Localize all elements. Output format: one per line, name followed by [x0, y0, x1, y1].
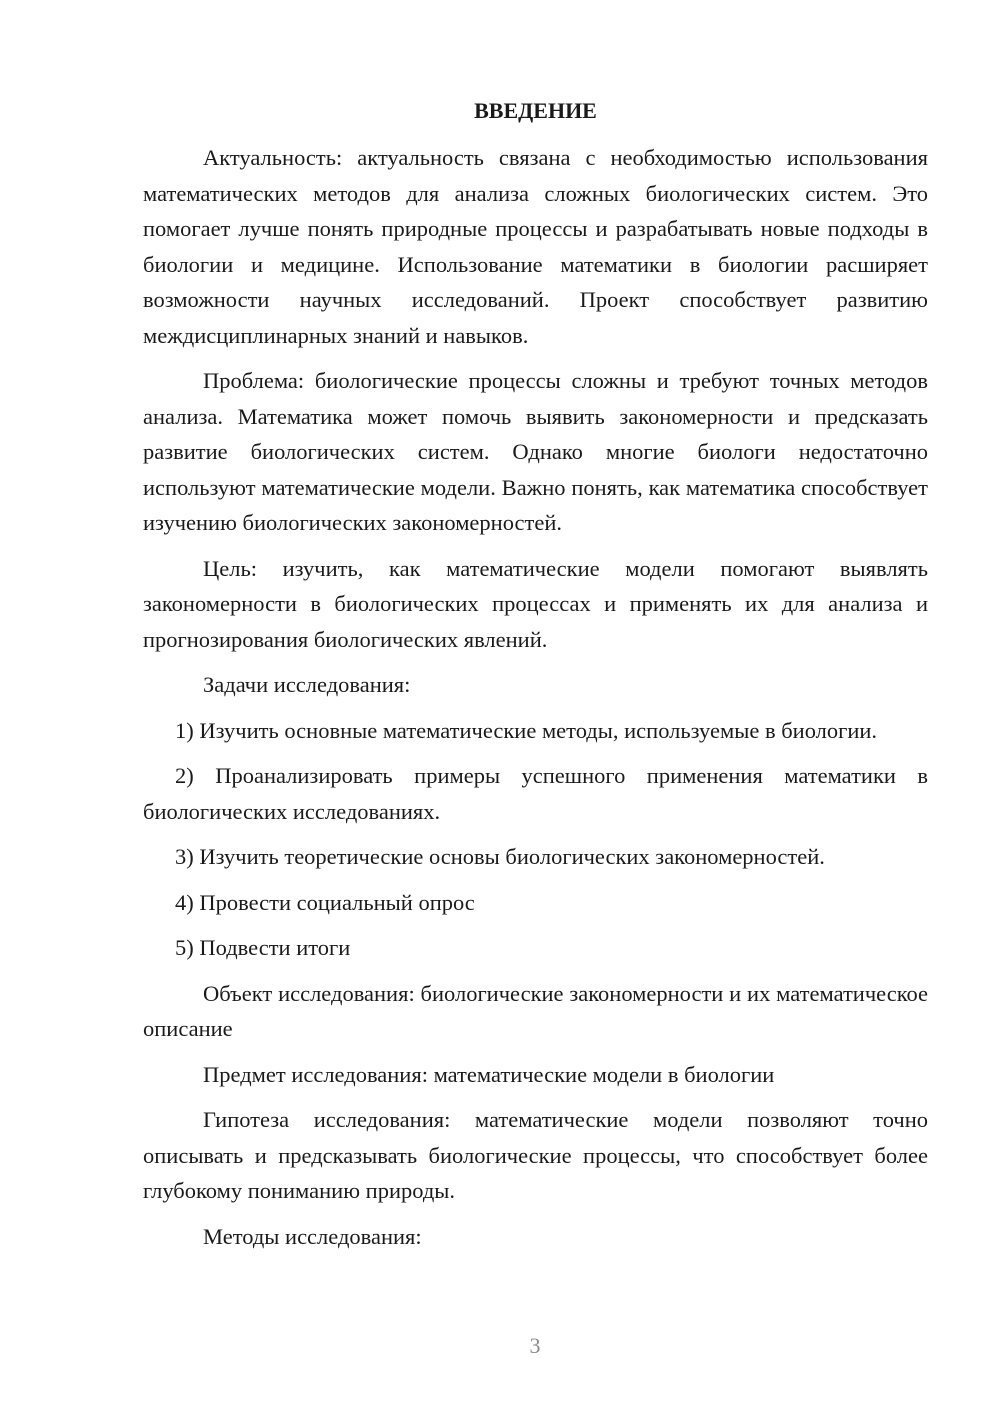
goal-paragraph: Цель: изучить, как математические модели помогают выявлять закономерности в биологических процессах и применять их для анализа и прогнозирования биологических явлений.: [143, 555, 928, 652]
task-item: 2) Проанализировать примеры успешного применения математики в биологических исследованиях.: [143, 763, 928, 824]
task-item: 1) Изучить основные математические методы, используемые в биологии.: [175, 717, 878, 743]
page-number: 3: [529, 1333, 541, 1358]
task-item: 4) Провести социальный опрос: [175, 889, 475, 915]
methods-heading: Методы исследования:: [203, 1223, 422, 1249]
relevance-paragraph: Актуальность: актуальность связана с необходимостью использования математических методов для анализа сложных биологических систем. Это помогает лучше понять природные процессы и разрабатывать новые подходы в биологии и медицине. Использование математики в биологии расширяет возможности научных исследований. Проект способствует развитию междисциплинарных знаний и навыков.: [143, 145, 928, 348]
task-item: 3) Изучить теоретические основы биологических закономерностей.: [175, 844, 825, 869]
subject-paragraph: Предмет исследования: математические модели в биологии: [203, 1061, 775, 1087]
problem-paragraph: Проблема: биологические процессы сложны и требуют точных методов анализа. Математика может помочь выявить закономерности и предсказать развитие биологических систем. Однако многие биологи недостаточно используют математические модели. Важно понять, как математика способствует изучению биологических закономерностей.: [143, 368, 928, 535]
document-page: [143, 96, 928, 1264]
tasks-heading: Задачи исследования:: [203, 672, 411, 697]
page-title: ВВЕДЕНИЕ: [474, 98, 597, 123]
object-paragraph: Объект исследования: биологические закономерности и их математическое описание: [143, 980, 928, 1041]
task-item: 5) Подвести итоги: [175, 935, 351, 960]
hypothesis-paragraph: Гипотеза исследования: математические модели позволяют точно описывать и предсказывать биологические процессы, что способствует более глубокому пониманию природы.: [143, 1107, 928, 1203]
